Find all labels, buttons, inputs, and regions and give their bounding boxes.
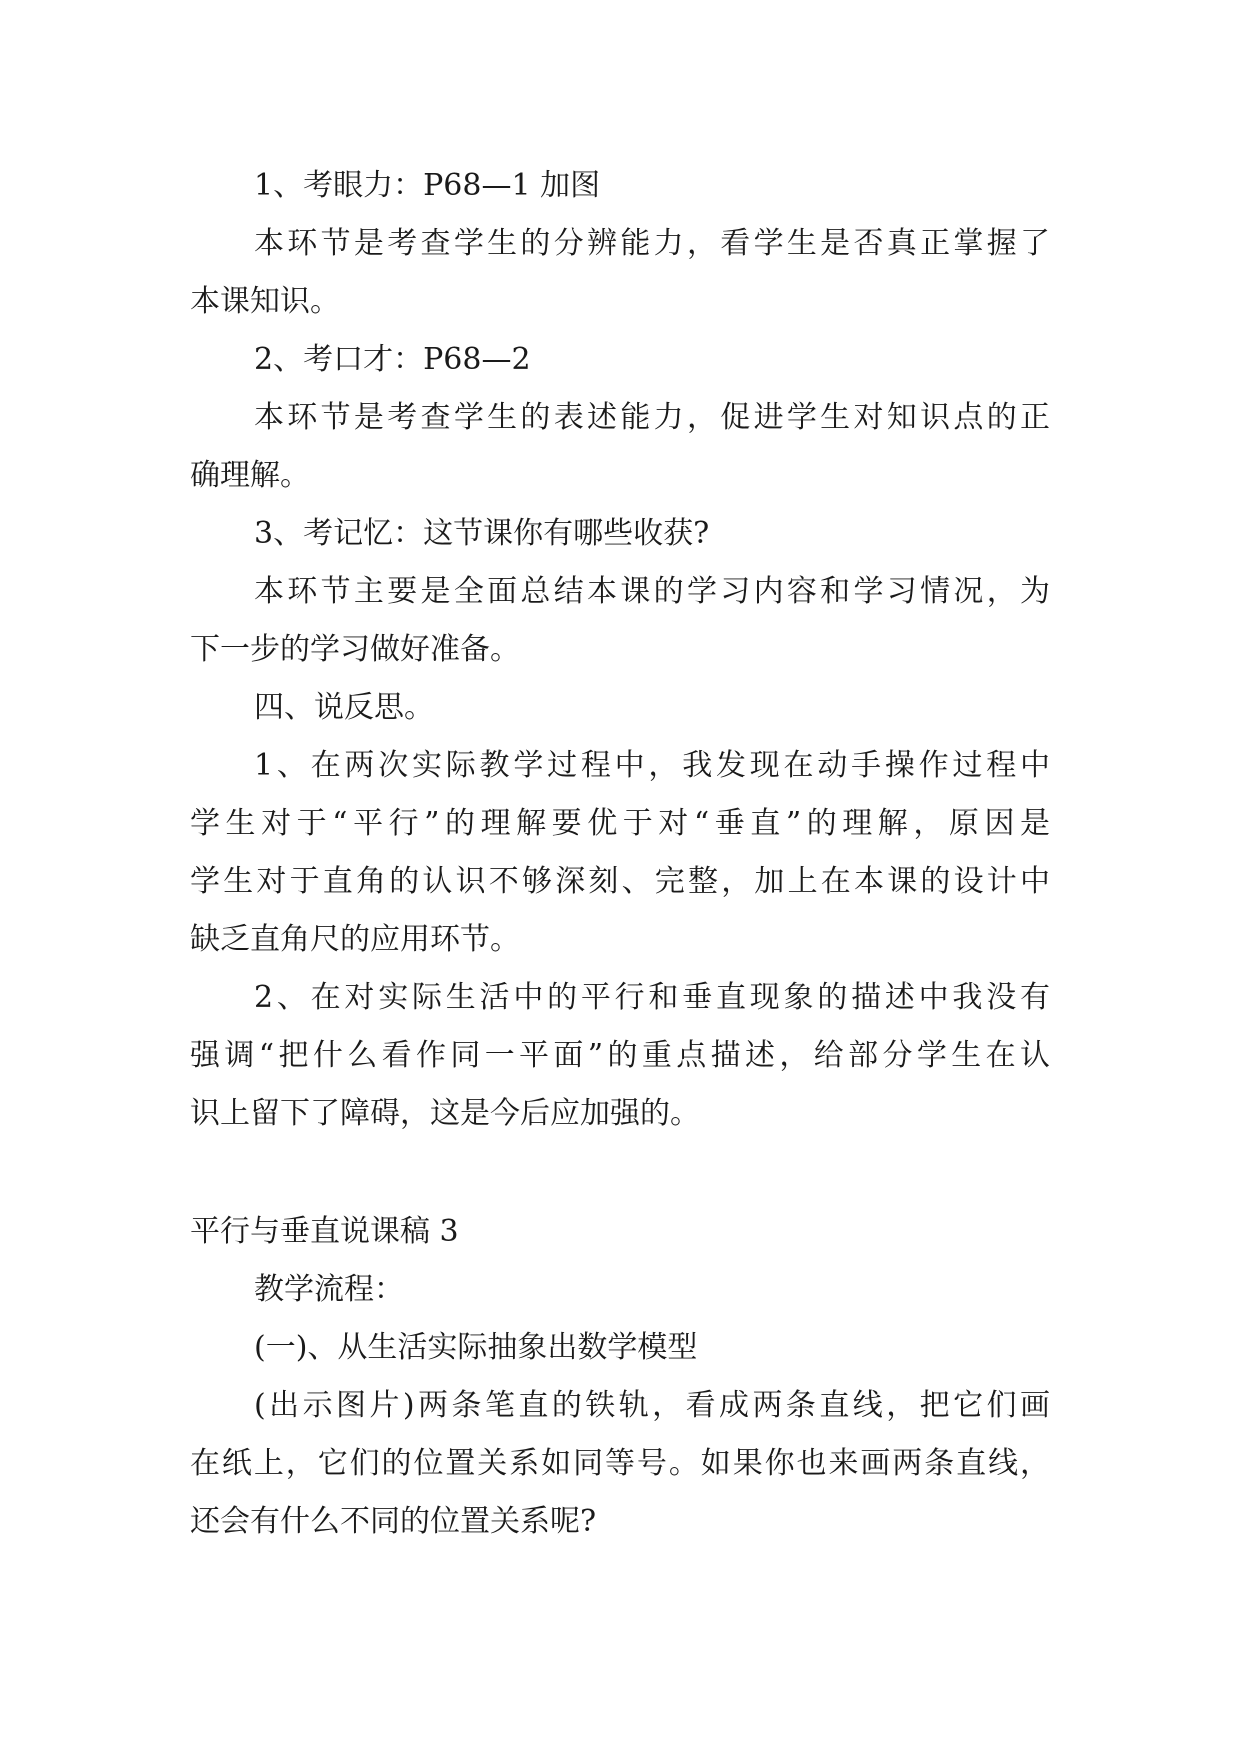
paragraph-line: 2、在对实际生活中的平行和垂直现象的描述中我没有: [254, 980, 1050, 1015]
paragraph-line: 识上留下了障碍，这是今后应加强的。: [190, 1096, 700, 1131]
paragraph-line: 教学流程：: [254, 1272, 404, 1307]
paragraph-line: 确理解。: [190, 458, 310, 493]
paragraph-line: 学生对于“平行”的理解要优于对“垂直”的理解，原因是: [190, 806, 1050, 841]
document-title: 平行与垂直说课稿 3: [190, 1214, 459, 1249]
paragraph-line: 本环节是考查学生的表述能力，促进学生对知识点的正: [254, 400, 1050, 435]
paragraph-line: 本环节是考查学生的分辨能力，看学生是否真正掌握了: [254, 226, 1050, 261]
paragraph-line: 强调“把什么看作同一平面”的重点描述，给部分学生在认: [190, 1038, 1050, 1073]
paragraph-line: 1、考眼力：P68—1 加图: [254, 168, 601, 203]
paragraph-line: 学生对于直角的认识不够深刻、完整，加上在本课的设计中: [190, 864, 1050, 899]
paragraph-line: 本课知识。: [190, 284, 340, 319]
paragraph-line: 本环节主要是全面总结本课的学习内容和学习情况，为: [254, 574, 1050, 609]
paragraph-line: (出示图片)两条笔直的铁轨，看成两条直线，把它们画: [254, 1388, 1050, 1423]
paragraph-line: 3、考记忆：这节课你有哪些收获?: [254, 516, 710, 551]
paragraph-line: 下一步的学习做好准备。: [190, 632, 520, 667]
paragraph-line: 还会有什么不同的位置关系呢?: [190, 1504, 597, 1539]
paragraph-line: 在纸上，它们的位置关系如同等号。如果你也来画两条直线，: [190, 1446, 1050, 1481]
paragraph-line: 缺乏直角尺的应用环节。: [190, 922, 520, 957]
section-heading: 四、说反思。: [254, 690, 434, 725]
paragraph-line: 1、在两次实际教学过程中，我发现在动手操作过程中: [254, 748, 1050, 783]
section-heading: (一)、从生活实际抽象出数学模型: [254, 1330, 698, 1365]
paragraph-line: 2、考口才：P68—2: [254, 342, 531, 377]
